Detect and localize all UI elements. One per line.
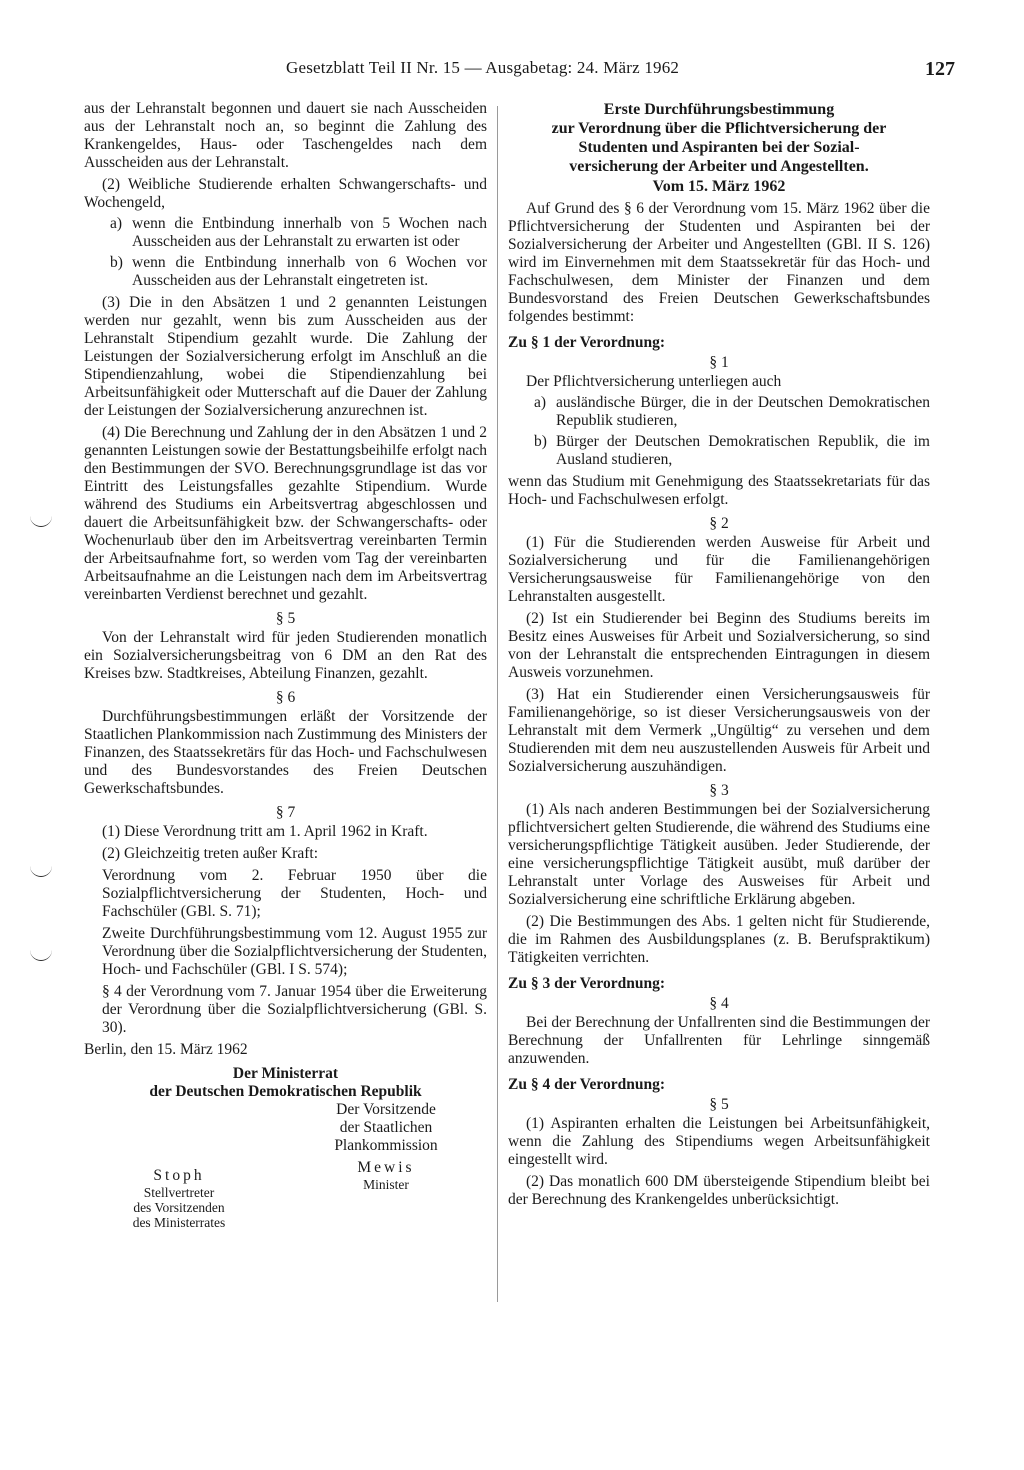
section-1-intro: Der Pflichtversicherung unterliegen auch bbox=[526, 373, 782, 390]
paragraph-4: (4) Die Berechnung und Zahlung der in den Absätzen 1 und 2 genannten Leistungen sowie der Bestattungsbeihilfe erfolgt nach den Bestimmungen der SVO. Berechnungsgrundlage ist das vor Eintritt des Leistungsfalles gezahlte Stipendium. Wurde während des Studiums ein Arbeitsvertrag abgeschlossen und dauert die Arbeitsunfähigkeit bzw. der Schwangerschafts- oder Wochenurlaub über den im Arbeitsvertrag vereinbarten Termin der Arbeitsaufnahme fort, so werden vom Tag der vereinbarten Arbeitsaufnahme an die Leistungen nach dem im Arbeitsvertrag vereinbarten Verdienst berechnet und gezahlt. bbox=[84, 424, 487, 603]
list-label: a) bbox=[110, 215, 123, 232]
signature-stoph bbox=[94, 1167, 264, 1230]
subheading: Zu § 3 der Verordnung: bbox=[508, 975, 666, 992]
section-1-heading: § 1 bbox=[709, 354, 729, 371]
page-header bbox=[0, 58, 1024, 88]
repealed-item: § 4 der Verordnung vom 7. Januar 1954 über die Erweiterung der Verordnung über die Sozialpflichtversicherung (GBl. S. 30). bbox=[102, 983, 487, 1036]
section-5-text: Von der Lehranstalt wird für jeden Studierenden monatlich ein Sozialversicherungsbeitrag von 6 DM an den Rat des Kreises bzw. Stadtkreises, Abteilung Finanzen, gezahlt. bbox=[84, 629, 487, 682]
subheading: Zu § 1 der Verordnung: bbox=[508, 334, 666, 351]
place-date: Berlin, den 15. März 1962 bbox=[84, 1041, 248, 1058]
section-4-heading: § 4 bbox=[709, 995, 729, 1012]
section-3-para-2: (2) Die Bestimmungen des Abs. 1 gelten nicht für Studierende, die im Rahmen des Ausbildungsplanes (z. B. Berufspraktikum) Tätigkeiten verrichten. bbox=[508, 913, 930, 966]
section-3-heading: § 3 bbox=[709, 782, 729, 799]
section-7-para-1: (1) Diese Verordnung tritt am 1. April 1962 in Kraft. bbox=[102, 823, 428, 840]
signer-title: des Ministerrates bbox=[132, 1215, 226, 1230]
list-item bbox=[84, 215, 487, 251]
section-5-heading: § 5 bbox=[709, 1096, 729, 1113]
signer-title: des Vorsitzenden bbox=[133, 1200, 225, 1215]
document-title-line: versicherung der Arbeiter und Angestellten. bbox=[569, 158, 869, 175]
continued-paragraph: aus der Lehranstalt begonnen und dauert sie nach Ausscheiden aus der Lehranstalt noch an, so beginnt die Zahlung des Krankengeldes, Haus- oder Taschengeldes nach dem Ausscheiden aus der Lehranstalt. bbox=[84, 100, 487, 171]
list-text: wenn die Entbindung innerhalb von 5 Wochen nach Ausscheiden aus der Lehranstalt zu erwarten ist oder bbox=[132, 215, 487, 250]
margin-tick-mark bbox=[30, 950, 52, 961]
list-label: b) bbox=[110, 254, 123, 271]
list-text: Bürger der Deutschen Demokratischen Republik, die im Ausland studieren, bbox=[556, 433, 930, 468]
section-5-para-1: (1) Aspiranten erhalten die Leistungen bei Arbeitsunfähigkeit, wenn die Zahlung des Stipendiums wegen Arbeitsunfähigkeit eingestellt wird. bbox=[508, 1115, 930, 1168]
signer-role: der Staatlichen bbox=[339, 1119, 433, 1136]
section-6-heading: § 6 bbox=[275, 689, 296, 706]
signer-name: Stoph bbox=[153, 1167, 205, 1184]
repealed-item: Verordnung vom 2. Februar 1950 über die Sozialpflichtversicherung der Studenten, Hoch- und Fachschüler (GBl. S. 71); bbox=[102, 867, 487, 920]
section-5-para-2: (2) Das monatlich 600 DM übersteigende Stipendium bleibt bei der Berechnung des Krankengeldes unberücksichtigt. bbox=[508, 1173, 930, 1208]
list-text: wenn die Entbindung innerhalb von 6 Wochen vor Ausscheiden aus der Lehranstalt eingetreten ist. bbox=[132, 254, 487, 289]
section-6-text: Durchführungsbestimmungen erläßt der Vorsitzende der Staatlichen Plankommission nach Zustimmung des Ministers der Finanzen, des Staatssekretärs für das Hoch- und Fachschulwesen und des Bundesvorstandes des Freien Deutschen Gewerkschaftsbundes. bbox=[84, 708, 487, 797]
section-2-para-3: (3) Hat ein Studierender einen Versicherungsausweis für Familienangehörige, so ist dieser Versicherungsausweis von der Lehranstalt mit dem Vermerk „Ungültig“ zu versehen und dem Studierenden mit dem neu auszustellenden Ausweis für Arbeit und Sozialversicherung auszuhändigen. bbox=[508, 686, 930, 775]
section-2-heading: § 2 bbox=[709, 515, 729, 532]
signature-mewis bbox=[306, 1101, 466, 1192]
section-2-para-2: (2) Ist ein Studierender bei Beginn des Studiums bereits im Besitz eines Ausweises für Arbeit und Sozialversicherung, so sind von der Lehranstalt die entsprechenden Eintragungen in diesem Ausweis vorzunehmen. bbox=[508, 610, 930, 681]
signer-role: Plankommission bbox=[334, 1137, 438, 1154]
signer-title: Stellvertreter bbox=[143, 1185, 215, 1200]
authority-line-2: der Deutschen Demokratischen Republik bbox=[149, 1083, 422, 1100]
paragraph-2: (2) Weibliche Studierende erhalten Schwangerschafts- und Wochengeld, bbox=[84, 176, 487, 211]
signer-title: Minister bbox=[363, 1177, 409, 1192]
paragraph-3: (3) Die in den Absätzen 1 und 2 genannten Leistungen werden nur gezahlt, wenn bis zum Ausscheiden aus der Lehranstalt Stipendium gezahlt wurde. Die Zahlung der Leistungen der Sozialversicherung erfolgt im Anschluß an die Stipendienzahlung, wobei die Stipendienzahlung bei Arbeitsunfähigkeit oder Mutterschaft auf die Dauer der Zahlung der Leistungen der Sozialversicherung anzurechnen ist. bbox=[84, 294, 487, 419]
document-date: Vom 15. März 1962 bbox=[652, 178, 786, 195]
document-title-line: Studenten und Aspiranten bei der Sozial- bbox=[578, 139, 860, 156]
list-item bbox=[508, 394, 930, 430]
subheading: Zu § 4 der Verordnung: bbox=[508, 1076, 666, 1093]
margin-tick-mark bbox=[30, 516, 52, 527]
section-7-para-2: (2) Gleichzeitig treten außer Kraft: bbox=[102, 845, 319, 862]
repealed-item: Zweite Durchführungsbestimmung vom 12. August 1955 zur Verordnung über die Sozialpflichtversicherung der Studenten, Hoch- und Fachschüler (GBl. I S. 574); bbox=[102, 925, 487, 978]
document-title-line: zur Verordnung über die Pflichtversicherung der bbox=[551, 120, 887, 137]
signature-block bbox=[84, 1101, 487, 1261]
section-7-heading: § 7 bbox=[275, 804, 296, 821]
list-label: a) bbox=[534, 394, 547, 411]
section-5-heading: § 5 bbox=[275, 610, 296, 627]
signer-name: Mewis bbox=[357, 1159, 415, 1176]
section-2-para-1: (1) Für die Studierenden werden Ausweise für Arbeit und Sozialversicherung und für die Familienangehörigen Versicherungsausweise für Familienangehörige von den Lehranstalten ausgestellt. bbox=[508, 534, 930, 605]
margin-tick-mark bbox=[30, 866, 52, 877]
list-label: b) bbox=[534, 433, 547, 450]
right-column bbox=[508, 100, 930, 1209]
page-number: 127 bbox=[925, 58, 955, 80]
section-1-tail: wenn das Studium mit Genehmigung des Staatssekretariats für das Hoch- und Fachschulwesen erfolgt. bbox=[508, 473, 930, 508]
column-divider bbox=[497, 106, 498, 1302]
header-title: Gesetzblatt Teil II Nr. 15 — Ausgabetag: 24. März 1962 bbox=[286, 58, 680, 77]
preamble: Auf Grund des § 6 der Verordnung vom 15. März 1962 über die Pflichtversicherung der Studenten und Aspiranten bei der Sozialversicherung der Arbeiter und Angestellten (GBl. II S. 126) wird im Einvernehmen mit dem Staatssekretär für das Hoch- und Fachschulwesen, dem Minister der Finanzen und dem Bundesvorstand des Freien Deutschen Gewerkschaftsbundes folgendes bestimmt: bbox=[508, 200, 930, 325]
left-column bbox=[84, 100, 487, 1261]
document-title-line: Erste Durchführungsbestimmung bbox=[603, 101, 835, 118]
authority-line-1: Der Ministerrat bbox=[232, 1065, 339, 1082]
signer-role: Der Vorsitzende bbox=[336, 1101, 436, 1118]
section-3-para-1: (1) Als nach anderen Bestimmungen bei der Sozialversicherung pflichtversichert gelten Studierende, die während des Studiums eine versicherungspflichtige Tätigkeit ausüben. Jeder Studierende, der eine versicherungspflichtige Tätigkeit ausübt, muß darüber der Lehranstalt unter Vorlage des Ausweises für Arbeit und Sozialversicherung eine schriftliche Erklärung abgeben. bbox=[508, 801, 930, 908]
section-4-text: Bei der Berechnung der Unfallrenten sind die Bestimmungen der Berechnung der Unfallrenten für Lehrlinge sinngemäß anzuwenden. bbox=[508, 1014, 930, 1067]
list-text: ausländische Bürger, die in der Deutschen Demokratischen Republik studieren, bbox=[556, 394, 930, 429]
list-item bbox=[508, 433, 930, 469]
list-item bbox=[84, 254, 487, 290]
